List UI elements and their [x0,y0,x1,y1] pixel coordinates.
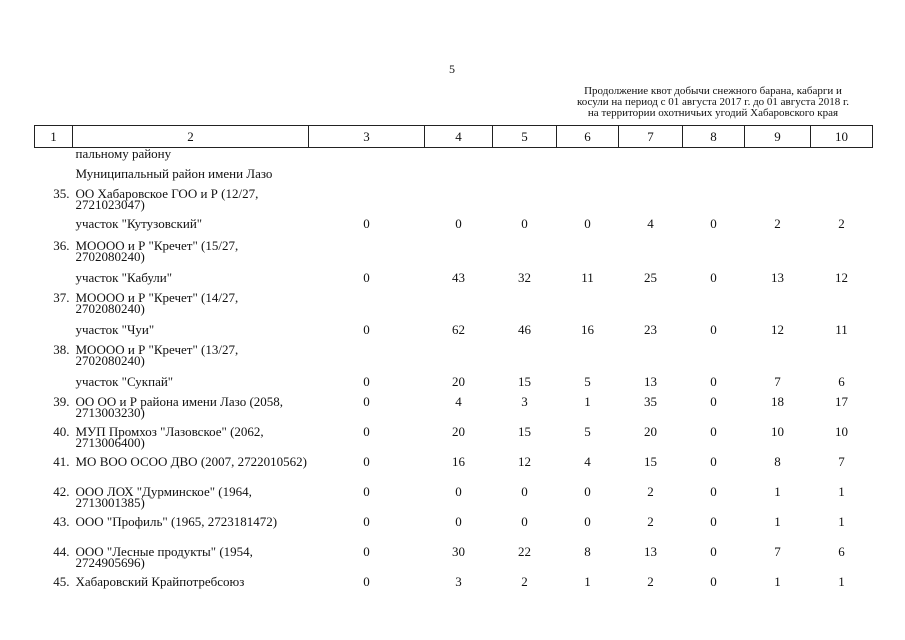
value-cell: 11 [835,322,848,337]
row-number: 35. [53,186,70,201]
value-cell: 0 [455,484,462,499]
value-cell: 0 [710,424,717,439]
value-cell: 15 [518,424,531,439]
value-cell: 23 [644,322,657,337]
value-cell: 2 [521,574,528,589]
value-cell: 0 [363,484,370,499]
column-header: 8 [683,126,745,148]
value-cell: 0 [710,322,717,337]
value-cell: 1 [774,514,781,529]
value-cell: 1 [774,484,781,499]
table-row [35,486,873,516]
row-name: МУП Промхоз "Лазовское" (2062, 2713006400) [75,424,264,450]
table-row [35,240,873,272]
row-number: 39. [53,394,70,409]
row-number: 44. [53,544,70,559]
value-cell: 16 [452,454,465,469]
value-cell: 22 [518,544,531,559]
table-row [35,344,873,376]
value-cell: 0 [363,424,370,439]
value-cell: 18 [771,394,784,409]
value-cell: 25 [644,270,657,285]
row-name: ООО ЛОХ "Дурминское" (1964, 2713001385) [75,484,252,510]
value-cell: 0 [455,216,462,231]
value-cell: 5 [584,424,591,439]
caption-line: Продолжение квот добычи снежного барана, кабарги и [584,85,842,97]
value-cell: 0 [363,574,370,589]
row-name: участок "Сукпай" [75,374,174,389]
value-cell: 1 [774,574,781,589]
value-cell: 1 [838,484,845,499]
table-caption [548,86,878,119]
table-row [35,576,873,596]
value-cell: 0 [710,574,717,589]
value-cell: 0 [710,394,717,409]
value-cell: 13 [644,374,657,389]
row-number: 43. [53,514,70,529]
value-cell: 2 [838,216,845,231]
row-name: МОООО и Р "Кречет" (15/27, 2702080240) [75,238,239,264]
column-header: 9 [745,126,811,148]
value-cell: 13 [771,270,784,285]
value-cell: 2 [647,514,654,529]
value-cell: 6 [838,374,845,389]
table-row [35,148,873,169]
column-header: 3 [309,126,425,148]
value-cell: 17 [835,394,848,409]
row-number: 45. [53,574,70,589]
column-header: 7 [619,126,683,148]
value-cell: 7 [838,454,845,469]
value-cell: 0 [363,544,370,559]
value-cell: 1 [584,394,591,409]
value-cell: 0 [455,514,462,529]
quota-table [34,125,873,596]
value-cell: 35 [644,394,657,409]
value-cell: 12 [771,322,784,337]
value-cell: 2 [647,484,654,499]
value-cell: 5 [584,374,591,389]
value-cell: 0 [363,454,370,469]
column-header: 1 [35,126,73,148]
value-cell: 0 [584,484,591,499]
value-cell: 0 [521,484,528,499]
table-row [35,426,873,456]
value-cell: 43 [452,270,465,285]
table-row [35,188,873,218]
row-name: участок "Чуи" [75,322,155,337]
row-number: 36. [53,238,70,253]
row-name: участок "Кутузовский" [75,216,203,231]
value-cell: 20 [644,424,657,439]
value-cell: 30 [452,544,465,559]
value-cell: 10 [835,424,848,439]
row-name: МОООО и Р "Кречет" (13/27, 2702080240) [75,342,239,368]
value-cell: 0 [363,374,370,389]
value-cell: 4 [455,394,462,409]
column-header: 10 [811,126,873,148]
column-header: 6 [557,126,619,148]
table-row [35,546,873,576]
value-cell: 7 [774,544,781,559]
value-cell: 0 [710,216,717,231]
value-cell: 0 [710,544,717,559]
row-number [35,376,73,396]
table-row [35,292,873,324]
row-number: 40. [53,424,70,439]
value-cell: 4 [647,216,654,231]
row-number [35,324,73,344]
value-cell: 0 [521,216,528,231]
value-cell: 7 [774,374,781,389]
value-cell: 12 [835,270,848,285]
value-cell: 32 [518,270,531,285]
value-cell: 8 [584,544,591,559]
value-cell: 20 [452,424,465,439]
caption-line: косули на период с 01 августа 2017 г. до 01 августа 2018 г. [576,96,849,108]
value-cell: 46 [518,322,531,337]
page-number: 5 [449,62,455,76]
row-number: 41. [53,454,70,469]
value-cell: 0 [710,484,717,499]
row-number [35,272,73,292]
row-name: Хабаровский Крайпотребсоюз [75,574,245,589]
value-cell: 15 [518,374,531,389]
row-number [35,148,73,169]
row-name: участок "Кабули" [75,270,173,285]
value-cell: 0 [363,394,370,409]
value-cell: 2 [647,574,654,589]
row-name: пальному району [75,146,172,161]
row-number [35,168,73,188]
value-cell: 0 [710,270,717,285]
value-cell: 0 [363,514,370,529]
row-number [35,218,73,240]
table-row [35,396,873,426]
value-cell: 0 [710,374,717,389]
value-cell: 11 [581,270,594,285]
row-name: ООО "Лесные продукты" (1954, 2724905696) [75,544,253,570]
value-cell: 0 [363,322,370,337]
value-cell: 1 [584,574,591,589]
row-name: Муниципальный район имени Лазо [75,166,273,181]
row-name: ООО "Профиль" (1965, 2723181472) [75,514,278,529]
table-row [35,456,873,486]
value-cell: 12 [518,454,531,469]
value-cell: 0 [363,216,370,231]
value-cell: 15 [644,454,657,469]
value-cell: 0 [584,514,591,529]
table-row [35,272,873,292]
row-number: 38. [53,342,70,357]
value-cell: 8 [774,454,781,469]
value-cell: 3 [455,574,462,589]
caption-line: на территории охотничьих угодий Хабаровского края [587,107,839,119]
table-row [35,516,873,546]
row-name: ОО Хабаровское ГОО и Р (12/27, 2721023047) [75,186,259,212]
value-cell: 0 [363,270,370,285]
value-cell: 13 [644,544,657,559]
table-row [35,168,873,188]
table-row [35,218,873,240]
value-cell: 6 [838,544,845,559]
value-cell: 16 [581,322,594,337]
row-name: МО ВОО ОСОО ДВО (2007, 2722010562) [75,454,307,469]
row-number: 42. [53,484,70,499]
value-cell: 10 [771,424,784,439]
value-cell: 1 [838,574,845,589]
value-cell: 0 [710,454,717,469]
column-number-row [35,126,873,148]
row-name: ОО ОО и Р района имени Лазо (2058, 2713003230) [75,394,284,420]
row-number: 37. [53,290,70,305]
column-header: 4 [425,126,493,148]
value-cell: 62 [452,322,465,337]
row-name: МОООО и Р "Кречет" (14/27, 2702080240) [75,290,239,316]
value-cell: 0 [521,514,528,529]
value-cell: 20 [452,374,465,389]
value-cell: 3 [521,394,528,409]
table-row [35,324,873,344]
value-cell: 0 [710,514,717,529]
value-cell: 2 [774,216,781,231]
value-cell: 0 [584,216,591,231]
column-header: 5 [493,126,557,148]
column-header: 2 [73,126,309,148]
value-cell: 1 [838,514,845,529]
table-row [35,376,873,396]
value-cell: 4 [584,454,591,469]
